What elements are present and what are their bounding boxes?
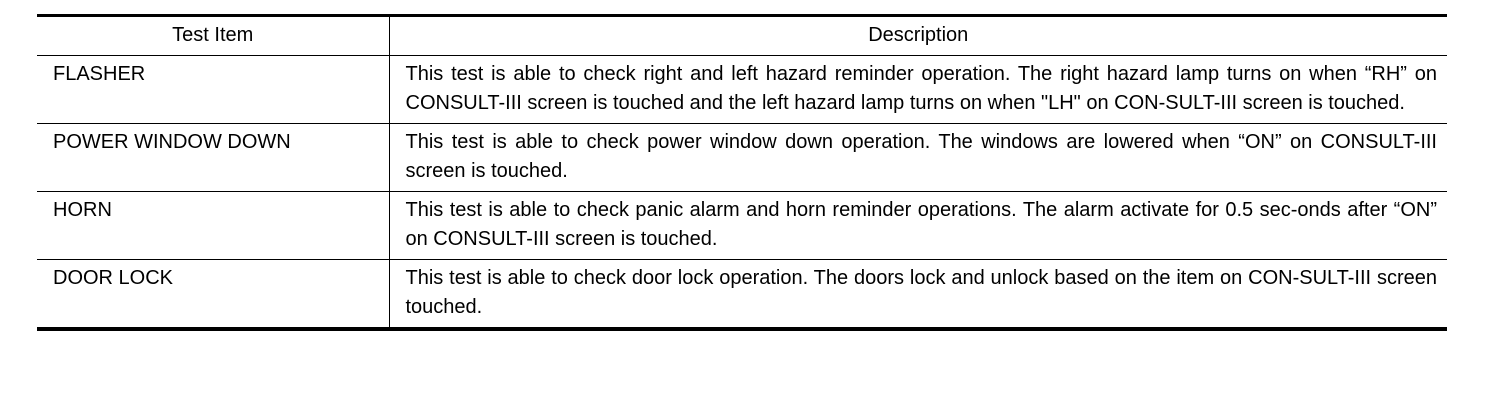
table-row (37, 192, 1447, 260)
active-test-table-container (37, 14, 1447, 331)
test-item-cell: HORN (37, 192, 389, 260)
test-item-cell: FLASHER (37, 56, 389, 124)
description-cell: This test is able to check right and left hazard reminder operation. The right hazard lamp turns on when “RH” on CONSULT-III screen is touched and the left hazard lamp turns on when "LH" on CON-SULT-III screen is touched. (389, 56, 1447, 124)
table-row (37, 56, 1447, 124)
table-row (37, 124, 1447, 192)
description-cell: This test is able to check power window down operation. The windows are lowered when “ON” on CONSULT-III screen is touched. (389, 124, 1447, 192)
description-cell: This test is able to check door lock operation. The doors lock and unlock based on the item on CON-SULT-III screen touched. (389, 260, 1447, 330)
header-description: Description (389, 16, 1447, 56)
test-item-cell: DOOR LOCK (37, 260, 389, 330)
test-item-cell: POWER WINDOW DOWN (37, 124, 389, 192)
active-test-table (37, 14, 1447, 331)
header-row (37, 16, 1447, 56)
description-cell: This test is able to check panic alarm and horn reminder operations. The alarm activate for 0.5 sec-onds after “ON” on CONSULT-III screen is touched. (389, 192, 1447, 260)
header-test-item: Test Item (37, 16, 389, 56)
table-row (37, 260, 1447, 330)
